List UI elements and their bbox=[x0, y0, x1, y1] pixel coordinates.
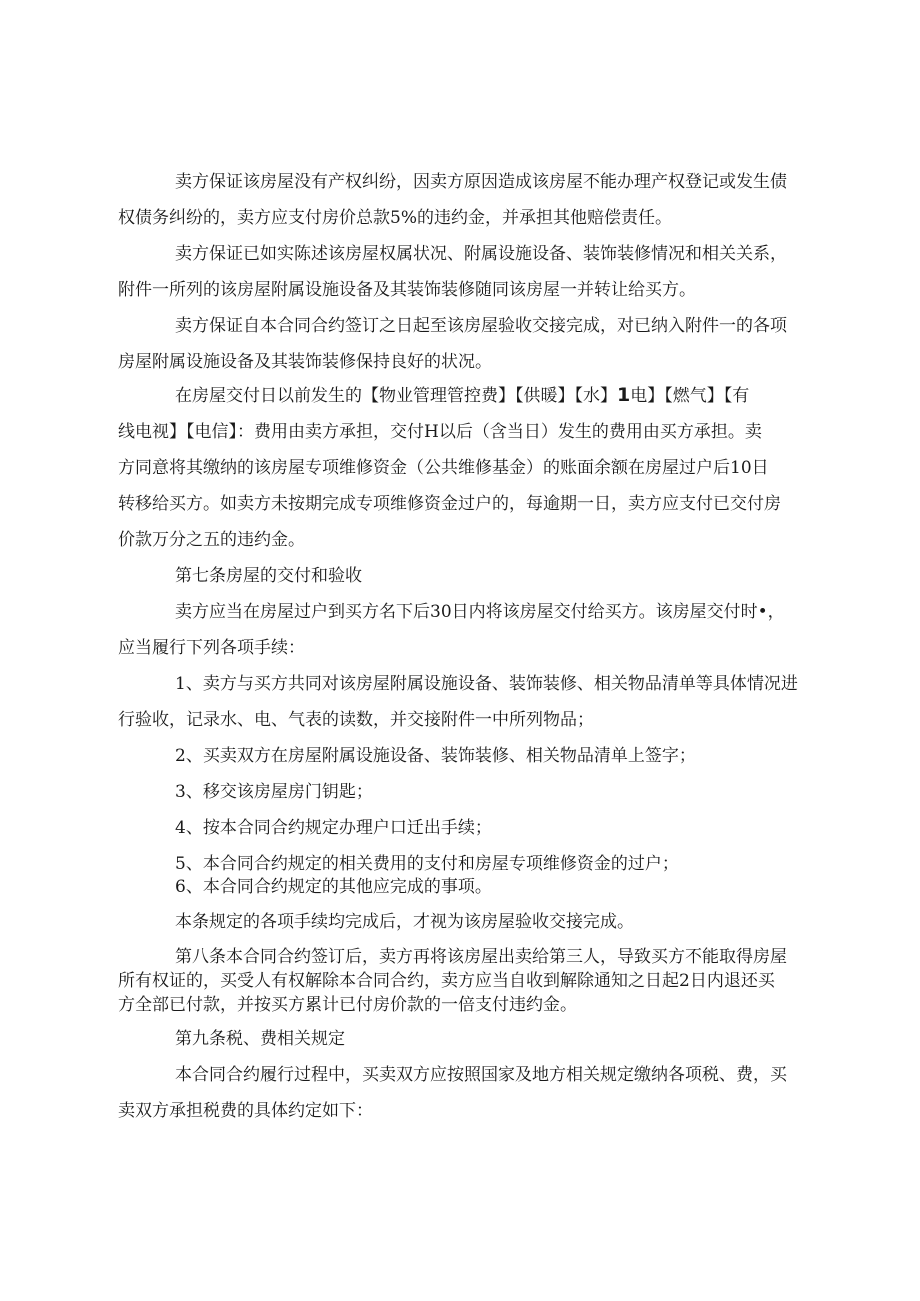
text-line: 第七条房屋的交付和验收 bbox=[175, 566, 362, 586]
text-line: 卖方保证自本合同合约签订之日起至该房屋验收交接完成，对已纳入附件一的各项 bbox=[175, 316, 787, 336]
text-segment: 电】【燃气】【有 bbox=[630, 386, 750, 406]
text-line: 所有权证的，买受人有权解除本合同合约，卖方应当自收到解除通知之日起2日内退还买 bbox=[118, 971, 775, 991]
text-line: 转移给买方。如卖方未按期完成专项维修资金过户的，每逾期一日，卖方应支付已交付房 bbox=[118, 494, 781, 514]
text-line: 方同意将其缴纳的该房屋专项维修资金（公共维修基金）的账面余额在房屋过户后10日 bbox=[118, 458, 769, 478]
text-line: 3、移交该房屋房门钥匙； bbox=[175, 782, 373, 802]
text-line: 附件一所列的该房屋附属设施设备及其装饰装修随同该房屋一并转让给买方。 bbox=[118, 280, 696, 300]
text-line: 卖双方承担税费的具体约定如下： bbox=[118, 1101, 373, 1121]
text-line: 5、本合同合约规定的相关费用的支付和房屋专项维修资金的过户； bbox=[175, 854, 679, 874]
text-line: 应当履行下列各项手续： bbox=[118, 638, 305, 658]
text-line: 卖方应当在房屋过户到买方名下后30日内将该房屋交付给买方。该房屋交付时•， bbox=[175, 602, 785, 622]
text-line: 权债务纠纷的，卖方应支付房价总款5%的违约金，并承担其他赔偿责任。 bbox=[118, 208, 672, 228]
text-line: 方全部已付款，并按买方累计已付房价款的一倍支付违约金。 bbox=[118, 995, 577, 1015]
text-line: 价款万分之五的违约金。 bbox=[118, 530, 305, 550]
text-line bbox=[175, 381, 749, 406]
text-line: 4、按本合同合约规定办理户口迁出手续； bbox=[175, 818, 492, 838]
text-line: 卖方保证该房屋没有产权纠纷，因卖方原因造成该房屋不能办理产权登记或发生债 bbox=[175, 172, 787, 192]
text-segment: 在房屋交付日以前发生的【物业管理管控费】【供暖】【水】 bbox=[175, 386, 617, 406]
text-line: 房屋附属设施设备及其装饰装修保持良好的状况。 bbox=[118, 352, 492, 372]
text-line: 本合同合约履行过程中，买卖双方应按照国家及地方相关规定缴纳各项税、费，买 bbox=[175, 1065, 787, 1085]
text-line: 本条规定的各项手续均完成后，才视为该房屋验收交接完成。 bbox=[175, 912, 634, 932]
text-segment: 1 bbox=[617, 384, 631, 406]
text-line: 2、买卖双方在房屋附属设施设备、装饰装修、相关物品清单上签字； bbox=[175, 746, 696, 766]
text-line: 线电视】【电信】：费用由卖方承担，交付H以后（含当日）发生的费用由买方承担。卖 bbox=[118, 422, 762, 442]
text-line: 6、本合同合约规定的其他应完成的事项。 bbox=[175, 877, 492, 897]
text-line: 第八条本合同合约签订后，卖方再将该房屋出卖给第三人，导致买方不能取得房屋 bbox=[175, 947, 787, 967]
text-line: 卖方保证已如实陈述该房屋权属状况、附属设施设备、装饰装修情况和相关关系， bbox=[175, 244, 787, 264]
text-line: 第九条税、费相关规定 bbox=[175, 1029, 345, 1049]
text-line: 1、卖方与买方共同对该房屋附属设施设备、装饰装修、相关物品清单等具体情况进 bbox=[175, 674, 798, 694]
text-line: 行验收，记录水、电、气表的读数，并交接附件一中所列物品； bbox=[118, 710, 594, 730]
